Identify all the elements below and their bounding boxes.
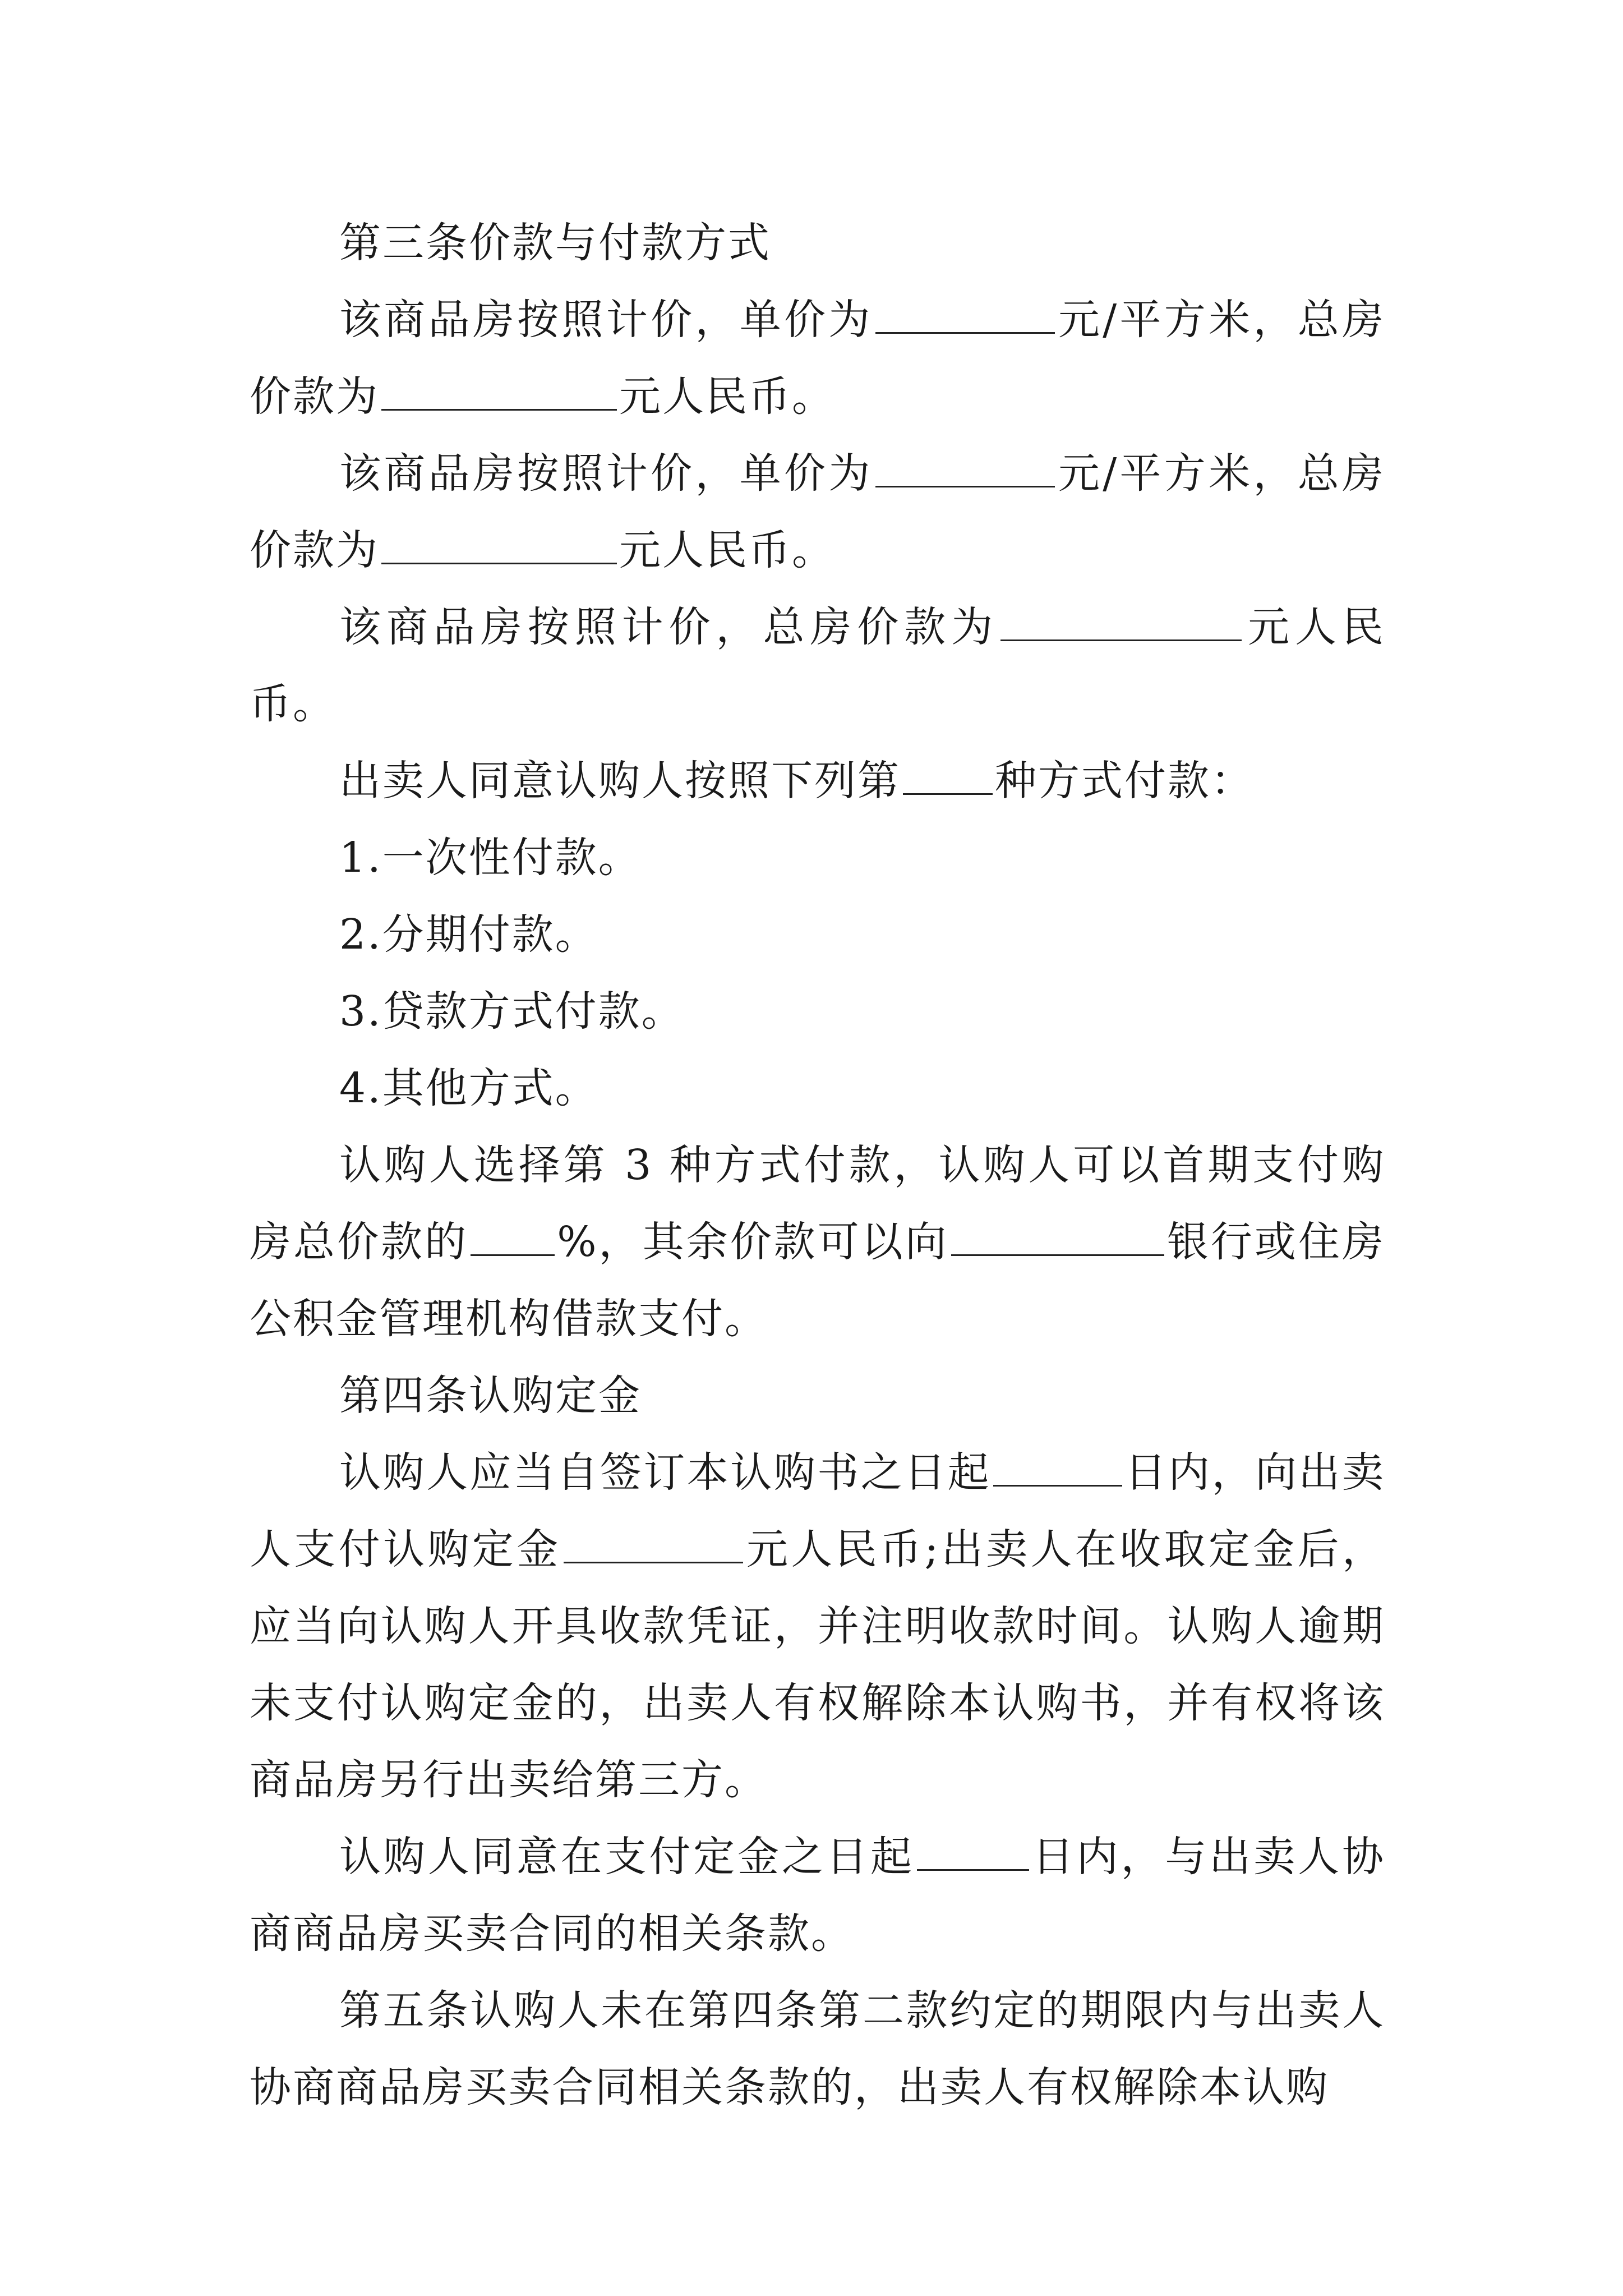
article-3-paragraph-1 <box>250 282 1385 435</box>
payment-option-2 <box>250 896 1385 973</box>
text-segment: 出卖人同意认购人按照下列第 <box>339 757 901 805</box>
document-body <box>250 205 1385 2126</box>
total-price-blank <box>1000 607 1242 641</box>
text-segment: 日内，向出卖人支付认购定金 <box>250 1448 1386 1573</box>
text-segment: 元/平方米，总房价款为 <box>250 449 1385 574</box>
payment-option-4 <box>250 1050 1385 1127</box>
text-segment: 第五条认购人未在第四条第二款约定的期限内与出卖人协商商品房买卖合同相关条款的，出卖人有权解除本认购 <box>250 1986 1385 2111</box>
days-blank <box>917 1837 1029 1871</box>
text-segment: 种方式付款： <box>995 757 1254 805</box>
total-price-blank <box>381 376 617 411</box>
article-5-paragraph <box>250 1972 1385 2126</box>
text-segment: 该商品房按照计价，总房价款为 <box>339 603 999 651</box>
text-segment: 认购人同意在支付定金之日起 <box>339 1833 915 1881</box>
text-segment: 认购人应当自签订本认购书之日起 <box>339 1448 992 1497</box>
text-segment: 银行或住房公积金管理机构借款支付。 <box>250 1218 1386 1343</box>
payment-option-1 <box>250 820 1385 896</box>
article-3-paragraph-2 <box>250 435 1385 589</box>
article-3-paragraph-3 <box>250 589 1385 743</box>
article-3-loan-paragraph <box>250 1127 1385 1358</box>
text-segment: %，其余价款可以向 <box>557 1218 949 1266</box>
payment-option-text: 1.一次性付款。 <box>339 834 642 882</box>
text-segment: 元人民币;出卖人在收取定金后，应当向认购人开具收款凭证，并注明收款时间。认购人逾期未支付认购定金的，出卖人有权解除本认购书，并有权将该商品房另行出卖给第三方。 <box>250 1525 1386 1804</box>
text-segment: 日内，与出卖人协商商品房买卖合同的相关条款。 <box>250 1833 1386 1958</box>
bank-name-blank <box>951 1222 1164 1256</box>
down-payment-percent-blank <box>471 1222 555 1256</box>
total-price-blank <box>381 530 617 564</box>
deposit-amount-blank <box>564 1529 743 1563</box>
text-segment: 元/平方米，总房价款为 <box>250 296 1385 421</box>
days-blank <box>993 1452 1122 1487</box>
payment-option-text: 3.贷款方式付款。 <box>339 987 685 1036</box>
text-segment: 该商品房按照计价，单价为 <box>339 296 873 344</box>
article-4-paragraph-1 <box>250 1434 1385 1819</box>
article-4-title <box>250 1358 1385 1434</box>
article-3-title <box>250 205 1385 282</box>
payment-option-text: 4.其他方式。 <box>339 1064 598 1112</box>
unit-price-blank <box>875 300 1055 334</box>
text-segment: 元人民币。 <box>619 526 835 574</box>
article-3-title-text: 第三条价款与付款方式 <box>339 219 771 267</box>
article-3-payment-method <box>250 743 1385 820</box>
payment-option-3 <box>250 973 1385 1050</box>
text-segment: 该商品房按照计价，单价为 <box>339 449 873 498</box>
article-4-paragraph-2 <box>250 1819 1385 1972</box>
text-segment: 元人民币。 <box>250 603 1386 728</box>
text-segment: 认购人选择第 3 种方式付款，认购人可以首期支付购房总价款的 <box>250 1141 1385 1266</box>
article-4-title-text: 第四条认购定金 <box>339 1372 642 1420</box>
unit-price-blank <box>875 453 1055 487</box>
payment-option-text: 2.分期付款。 <box>339 910 598 959</box>
text-segment: 元人民币。 <box>619 372 835 421</box>
payment-method-blank <box>903 761 993 795</box>
